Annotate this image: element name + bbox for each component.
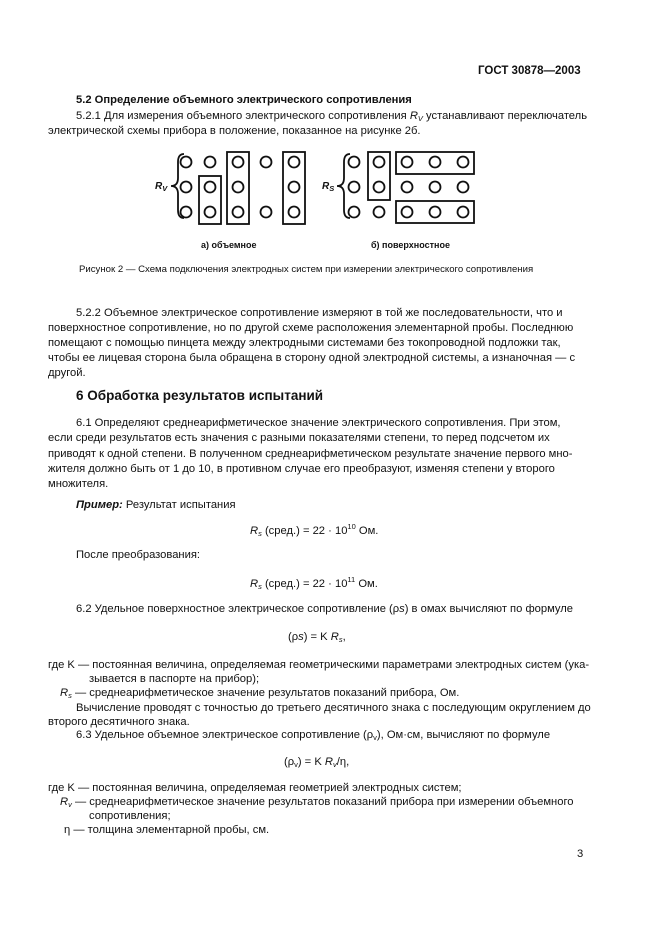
caption-a: а) объемное [201, 240, 257, 250]
section-6-title: 6 Обработка результатов испытаний [76, 388, 324, 403]
right-group-box-3 [396, 201, 474, 223]
after-conversion: После преобразования: [76, 549, 201, 561]
right-electrode-circles [349, 157, 469, 218]
right-group-box-2 [396, 152, 474, 174]
figure-title: Рисунок 2 — Схема подключения электродных систем при измерении электрического сопротивления [79, 264, 534, 275]
where-1-rs: $R_s$ — среднеарифметическое значение результатов показаний прибора, Ом. [60, 687, 460, 700]
paragraph-6-2: 6.2 Удельное поверхностное электрическое сопротивление (ρs) в омах вычисляют по формуле [76, 603, 574, 615]
document-code: ГОСТ 30878—2003 [478, 65, 581, 77]
paragraph-6-1-line5: множителя. [48, 478, 109, 490]
caption-b: б) поверхностное [371, 240, 450, 250]
paragraph-5-2-2-line1: 5.2.2 Объемное электрическое сопротивление измеряют в той же последовательности, что и [76, 307, 563, 319]
paragraph-5-2-2-line5: другой. [48, 367, 86, 379]
example-line: Пример: Результат испытания [76, 499, 236, 511]
paragraph-6-1-line4: жителя должно быть от 1 до 10, в противном случае его преобразуют, изменяя степени у второго [48, 463, 555, 475]
where-1-line1: где K — постоянная величина, определяемая геометрическими параметрами электродных систем (ука- [48, 659, 590, 671]
page-number: 3 [577, 848, 584, 860]
paragraph-6-1-line2: если среди результатов есть значения с разными показателями степени, то перед подсчетом их [48, 432, 550, 444]
where-2-rv: $R_v$ — среднеарифметическое значение результатов показаний прибора при измерении объемного [60, 796, 574, 809]
left-diagram-label: $R_V$ [155, 181, 168, 193]
paragraph-5-2-1-line1: 5.2.1 Для измерения объемного электрического сопротивления $R_V$ устанавливают переключатель [76, 110, 588, 123]
where-2-line1: где K — постоянная величина, определяемая геометрией электродных систем; [48, 782, 462, 794]
paragraph-5-2-2-line4: чтобы ее лицевая сторона была обращена в сторону одной электродной системы, а изнаночная — с [48, 352, 576, 364]
where-2-eta: η — толщина элементарной пробы, см. [64, 824, 270, 836]
where-1-line2: зывается в паспорте на прибор); [89, 673, 260, 685]
formula-2: $R_s$ (сред.) = $22 \cdot 10^{11}$ Ом. [250, 575, 378, 591]
paragraph-6-3: 6.3 Удельное объемное электрическое сопротивление $(\rho_v)$, Ом·см, вычисляют по формуле [76, 729, 551, 742]
formula-1: $R_s$ (сред.) = $22 \cdot 10^{10}$ Ом. [250, 522, 379, 538]
where-2-rv-line2: сопротивления; [89, 810, 171, 822]
section-5-2-title: 5.2 Определение объемного электрического сопротивления [76, 94, 412, 106]
calc-line2: второго десятичного знака. [48, 716, 190, 728]
paragraph-5-2-2-line3: помещают с помощью пинцета между электродными системами без токопроводной подложки так, [48, 337, 561, 349]
formula-3: (ρs) = K $R_s$, [288, 631, 346, 644]
paragraph-5-2-2-line2: поверхностное сопротивление, но по другой схеме расположения элементарной пробы. Последнюю [48, 322, 574, 334]
left-group-box-2 [227, 152, 249, 224]
right-diagram-label: $R_S$ [322, 181, 335, 193]
paragraph-5-2-1-line2: электрической схемы прибора в положение, показанное на рисунке 2б. [48, 125, 421, 137]
left-group-box-3 [283, 152, 305, 224]
formula-4: $(\rho_v) = K$ $R_v/\eta$, [284, 756, 350, 769]
paragraph-6-1-line1: 6.1 Определяют среднеарифметическое значение электрического сопротивления. При этом, [76, 417, 561, 429]
calc-line1: Вычисление проводят с точностью до третьего десятичного знака с последующим округлением до [76, 702, 591, 714]
paragraph-6-1-line3: приводят к одной степени. В полученном среднеарифметическом результате значение первого мно- [48, 448, 573, 460]
